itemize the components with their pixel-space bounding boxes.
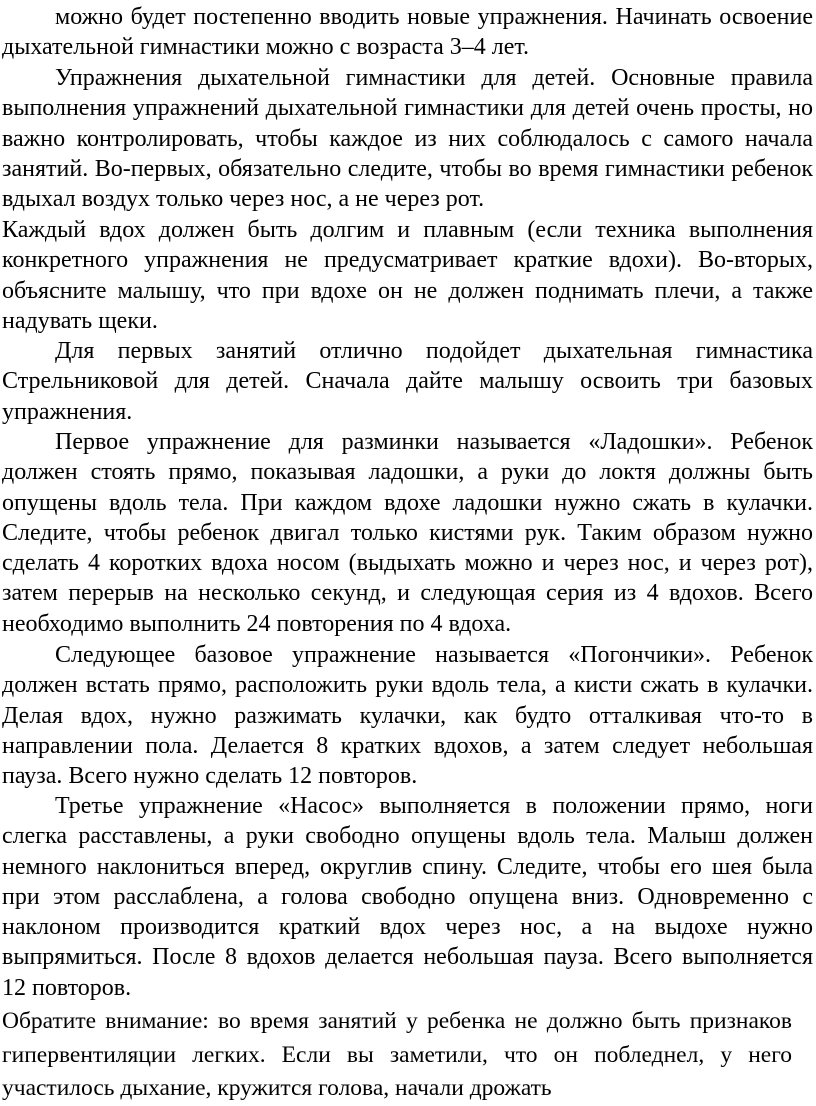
paragraph-6: Следующее базовое упражнение называется «Погончики». Ребенок должен встать прямо, расположить руки вдоль тела, а кисти сжать в кулачки. Делая вдох, нужно разжимать кулачки, как будто отталкивая что-то в направлении пола. Делается 8 кратких вдохов, а затем следует небольшая пауза. Всего нужно сделать 12 повторов. [2,642,813,790]
paragraph-2: Упражнения дыхательной гимнастики для детей. Основные правила выполнения упражнений дыхательной гимнастики для детей очень просты, но важно контролировать, чтобы каждое из них соблюдалось с самого начала занятий. Во-первых, обязательно следите, чтобы во время гимнастики ребенок вдыхал воздух только через нос, а не через рот. [2,65,813,213]
paragraph-4: Для первых занятий отлично подойдет дыхательная гимнастика Стрельниковой для детей. Сначала дайте малышу освоить три базовых упражнения. [2,338,813,425]
paragraph-5: Первое упражнение для разминки называется «Ладошки». Ребенок должен стоять прямо, показывая ладошки, а руки до локтя должны быть опущены вдоль тела. При каждом вдохе ладошки нужно сжать в кулачки. Следите, чтобы ребенок двигал только кистями рук. Таким образом нужно сделать 4 коротких вдоха носом (выдыхать можно и через нос, и через рот), затем перерыв на несколько секунд, и следующая серия из 4 вдохов. Всего необходимо выполнить 24 повторения по 4 вдоха. [2,429,813,637]
paragraph-7: Третье упражнение «Насос» выполняется в положении прямо, ноги слегка расставлены, а руки свободно опущены вдоль тела. Малыш должен немного наклониться вперед, округлив спину. Следите, чтобы его шея была при этом расслаблена, а голова свободно опущена вниз. Одновременно с наклоном производится краткий вдох через нос, а на выдохе нужно выпрямиться. После 8 вдохов делается небольшая пауза. Всего выполняется 12 повторов. [2,793,813,1001]
paragraph-8: Обратите внимание: во время занятий у ребенка не должно быть признаков гипервентиляции легких. Если вы заметили, что он побледнел, у него участилось дыхание, кружится голова, начали дрожать [2,1008,792,1101]
paragraph-3: Каждый вдох должен быть долгим и плавным (если техника выполнения конкретного упражнения не предусматривает краткие вдохи). Во-вторых, объясните малышу, что при вдохе он не должен поднимать плечи, а также надувать щеки. [2,217,813,334]
paragraph-1: можно будет постепенно вводить новые упражнения. Начинать освоение дыхательной гимнастики можно с возраста 3–4 лет. [2,4,813,61]
